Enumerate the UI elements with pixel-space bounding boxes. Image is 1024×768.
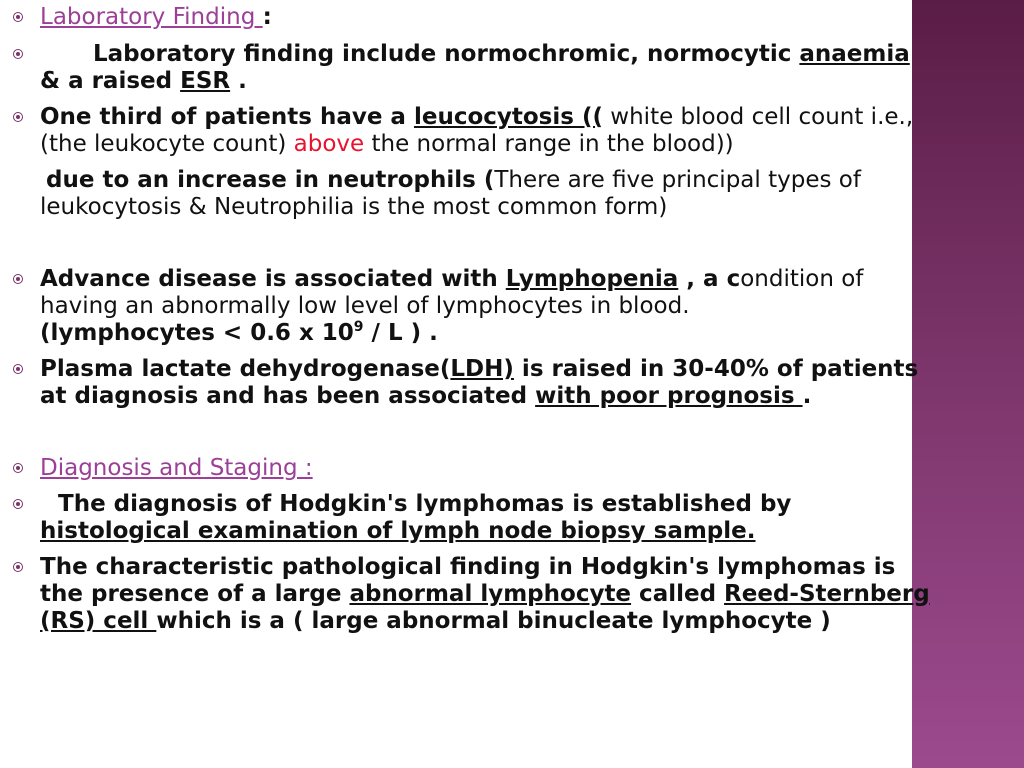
bullet-icon bbox=[13, 274, 23, 284]
bullet-icon bbox=[13, 463, 23, 473]
lab-finding-end: . bbox=[230, 68, 247, 94]
lymphopenia-intro: Advance disease is associated with bbox=[40, 266, 506, 292]
bullet-icon bbox=[13, 562, 23, 572]
poor-prognosis: with poor prognosis bbox=[535, 383, 803, 409]
neutrophils-paragraph bbox=[40, 167, 935, 221]
bullet-rs-cell bbox=[40, 554, 935, 635]
neutrophils-bold: due to an increase in neutrophils ( bbox=[46, 167, 495, 193]
lymphopenia-term: Lymphopenia bbox=[505, 266, 679, 292]
lab-heading-title: Laboratory Finding bbox=[40, 4, 263, 30]
lymphopenia-rest: ondition of having an abnormally low level of lymphocytes in blood. bbox=[40, 266, 864, 319]
bullet-diagnosis bbox=[40, 491, 935, 545]
bullet-lymphopenia bbox=[40, 266, 935, 347]
lymphocyte-count-suffix: / L ) . bbox=[363, 320, 438, 346]
leucocytosis-desc1: white blood cell count i.e.,(the leukocyte count) bbox=[40, 104, 914, 157]
rs-rest: which is a ( large abnormal binucleate lymphocyte ) bbox=[156, 608, 831, 634]
bullet-icon bbox=[13, 12, 23, 22]
diagnosis-heading-title: Diagnosis and Staging : bbox=[40, 455, 313, 481]
lymphopenia-mid: , a c bbox=[678, 266, 741, 292]
leucocytosis-desc2: the normal range in the blood)) bbox=[364, 131, 734, 157]
ldh-term: LDH) bbox=[450, 356, 514, 382]
anaemia-term: anaemia bbox=[799, 41, 910, 67]
leucocytosis-term: leucocytosis (( bbox=[413, 104, 603, 130]
abnormal-lymphocyte-term: abnormal lymphocyte bbox=[349, 581, 632, 607]
bullet-icon bbox=[13, 499, 23, 509]
bullet-diagnosis-heading bbox=[40, 455, 935, 482]
lab-heading-colon: : bbox=[262, 4, 272, 30]
lymphocyte-count-exponent: 9 bbox=[353, 319, 364, 335]
ldh-intro: Plasma lactate dehydrogenase( bbox=[40, 356, 451, 382]
lymphocyte-count-prefix: (lymphocytes < 0.6 x 10 bbox=[40, 320, 354, 346]
leucocytosis-intro: One third of patients have a bbox=[40, 104, 414, 130]
bullet-ldh bbox=[40, 356, 935, 410]
rs-called: called bbox=[631, 581, 725, 607]
diagnosis-intro: The diagnosis of Hodgkin's lymphomas is established by bbox=[58, 491, 792, 517]
biopsy-phrase: histological examination of lymph node biopsy sample. bbox=[40, 518, 756, 544]
ldh-mid: is raised in 30-40% of patients at diagnosis and has been associated bbox=[40, 356, 919, 409]
lab-finding-mid: & a raised bbox=[40, 68, 181, 94]
bullet-icon bbox=[13, 49, 23, 59]
reed-sternberg-term: Reed-Sternberg (RS) cell bbox=[40, 581, 930, 634]
bullet-icon bbox=[13, 112, 23, 122]
bullet-icon bbox=[13, 364, 23, 374]
lab-finding-intro: Laboratory finding include normochromic, normocytic bbox=[93, 41, 800, 67]
ldh-end: . bbox=[802, 383, 812, 409]
bullet-lab-finding bbox=[40, 41, 935, 95]
bullet-lab-heading bbox=[40, 4, 935, 31]
rs-intro: The characteristic pathological finding in Hodgkin's lymphomas is the presence of a large bbox=[40, 554, 896, 607]
esr-term: ESR bbox=[180, 68, 231, 94]
bullet-leucocytosis bbox=[40, 104, 935, 158]
neutrophils-rest: There are five principal types of leukocytosis & Neutrophilia is the most common form) bbox=[40, 167, 861, 220]
above-word: above bbox=[293, 131, 365, 157]
